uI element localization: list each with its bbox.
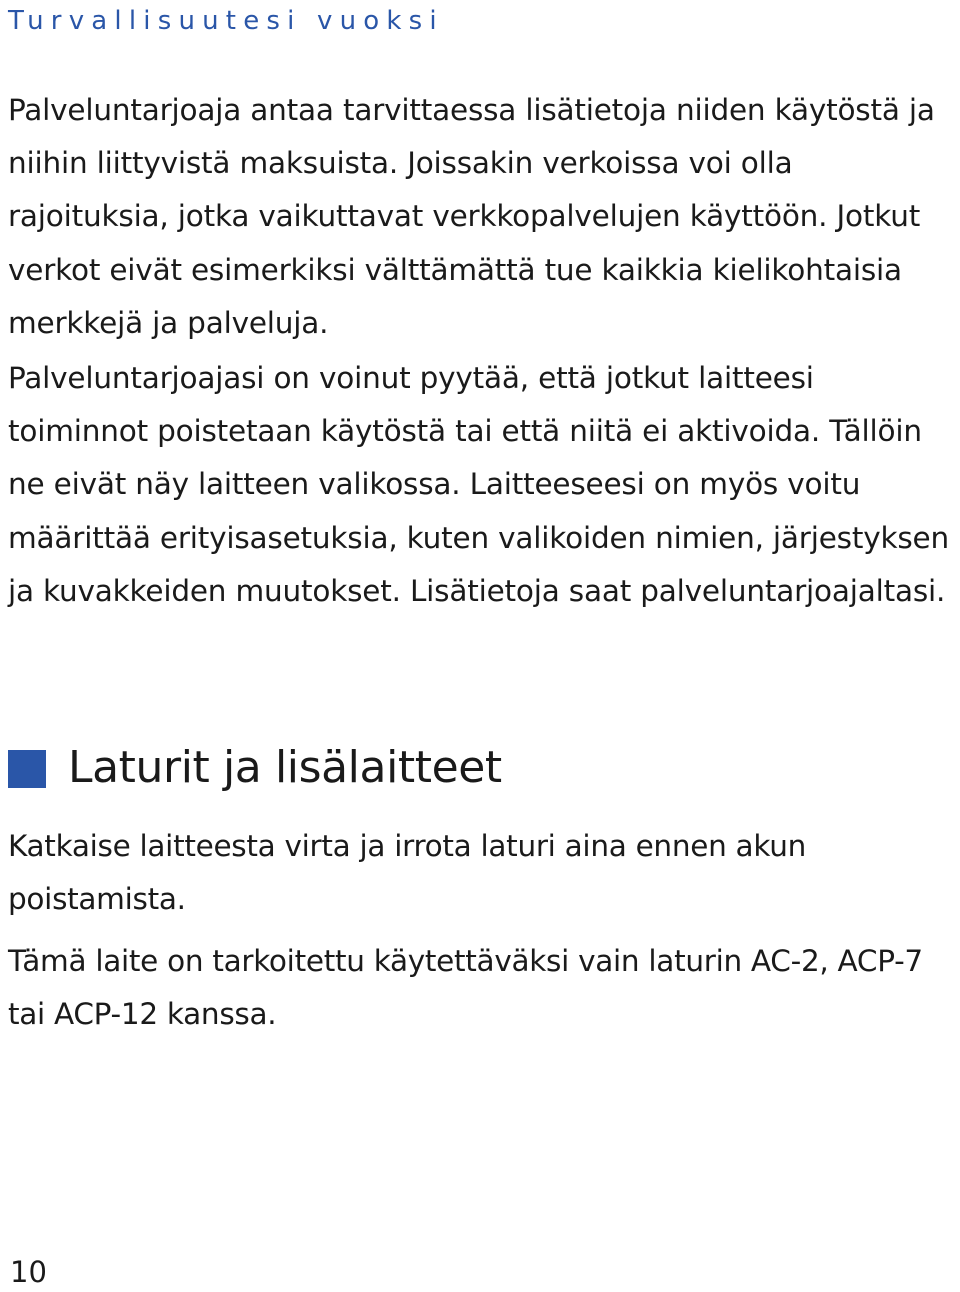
paragraph-charger-disconnect: Katkaise laitteesta virta ja irrota laturi aina ennen akun poistamista. (8, 829, 806, 917)
paragraph-service-info: Palveluntarjoaja antaa tarvittaessa lisätietoja niiden käytöstä ja niihin liittyvistä maksuista. Joissakin verkoissa voi olla rajoituksia, jotka vaikuttavat verkkopalvelujen käyttöön. Jotkut verkot eivät esimerkiksi välttämättä tue kaikkia kielikohtaisia merkkejä ja palveluja. (8, 93, 935, 340)
running-header: Turvallisuutesi vuoksi (8, 6, 444, 36)
square-bullet-icon (8, 750, 46, 788)
paragraph-charger-models: Tämä laite on tarkoitettu käytettäväksi vain laturin AC-2, ACP-7 tai ACP-12 kanssa. (8, 944, 923, 1032)
page-number: 10 (10, 1255, 47, 1289)
section-heading-chargers (8, 738, 502, 798)
paragraph-provider-restrictions: Palveluntarjoajasi on voinut pyytää, että jotkut laitteesi toiminnot poistetaan käytöstä tai että niitä ei aktivoida. Tällöin ne eivät näy laitteen valikossa. Laitteeseesi on myös voitu määrittää erityisasetuksia, kuten valikoiden nimien, järjestyksen ja kuvakkeiden muutokset. Lisätietoja saat palveluntarjoajaltasi. (8, 361, 949, 608)
section-heading-text: Laturit ja lisälaitteet (68, 742, 502, 793)
